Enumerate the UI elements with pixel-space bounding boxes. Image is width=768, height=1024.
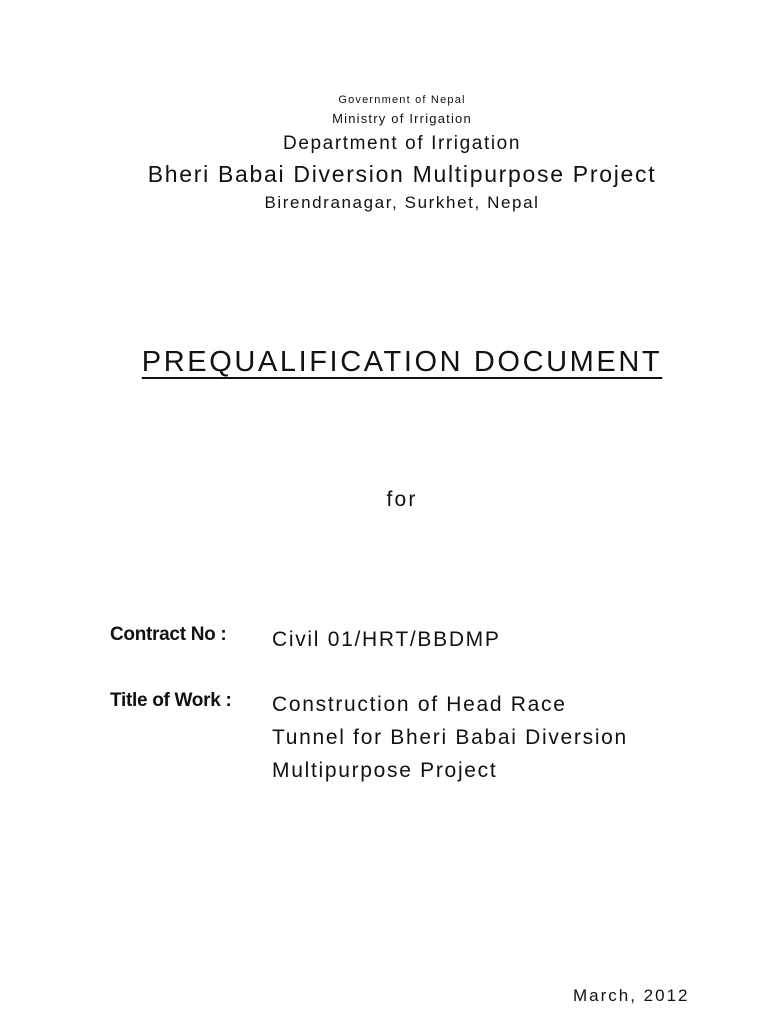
location-line: Birendranagar, Surkhet, Nepal (264, 193, 540, 212)
work-title-value (272, 688, 628, 787)
for-line: for (386, 488, 418, 511)
work-title-label: Title of Work : (110, 690, 232, 711)
work-title-line: Construction of Head Race (272, 693, 567, 716)
document-date: March, 2012 (573, 986, 690, 1005)
contract-value: Civil 01/HRT/BBDMP (272, 628, 501, 651)
work-title-line: Multipurpose Project (272, 759, 498, 782)
government-heading: Government of Nepal (338, 94, 466, 106)
project-heading: Bheri Babai Diversion Multipurpose Project (147, 161, 657, 187)
ministry-heading: Ministry of Irrigation (332, 111, 472, 126)
work-title-line: Tunnel for Bheri Babai Diversion (272, 726, 628, 749)
department-heading: Department of Irrigation (283, 133, 521, 154)
contract-label: Contract No : (110, 624, 227, 645)
document-title: PREQUALIFICATION DOCUMENT (141, 346, 663, 378)
